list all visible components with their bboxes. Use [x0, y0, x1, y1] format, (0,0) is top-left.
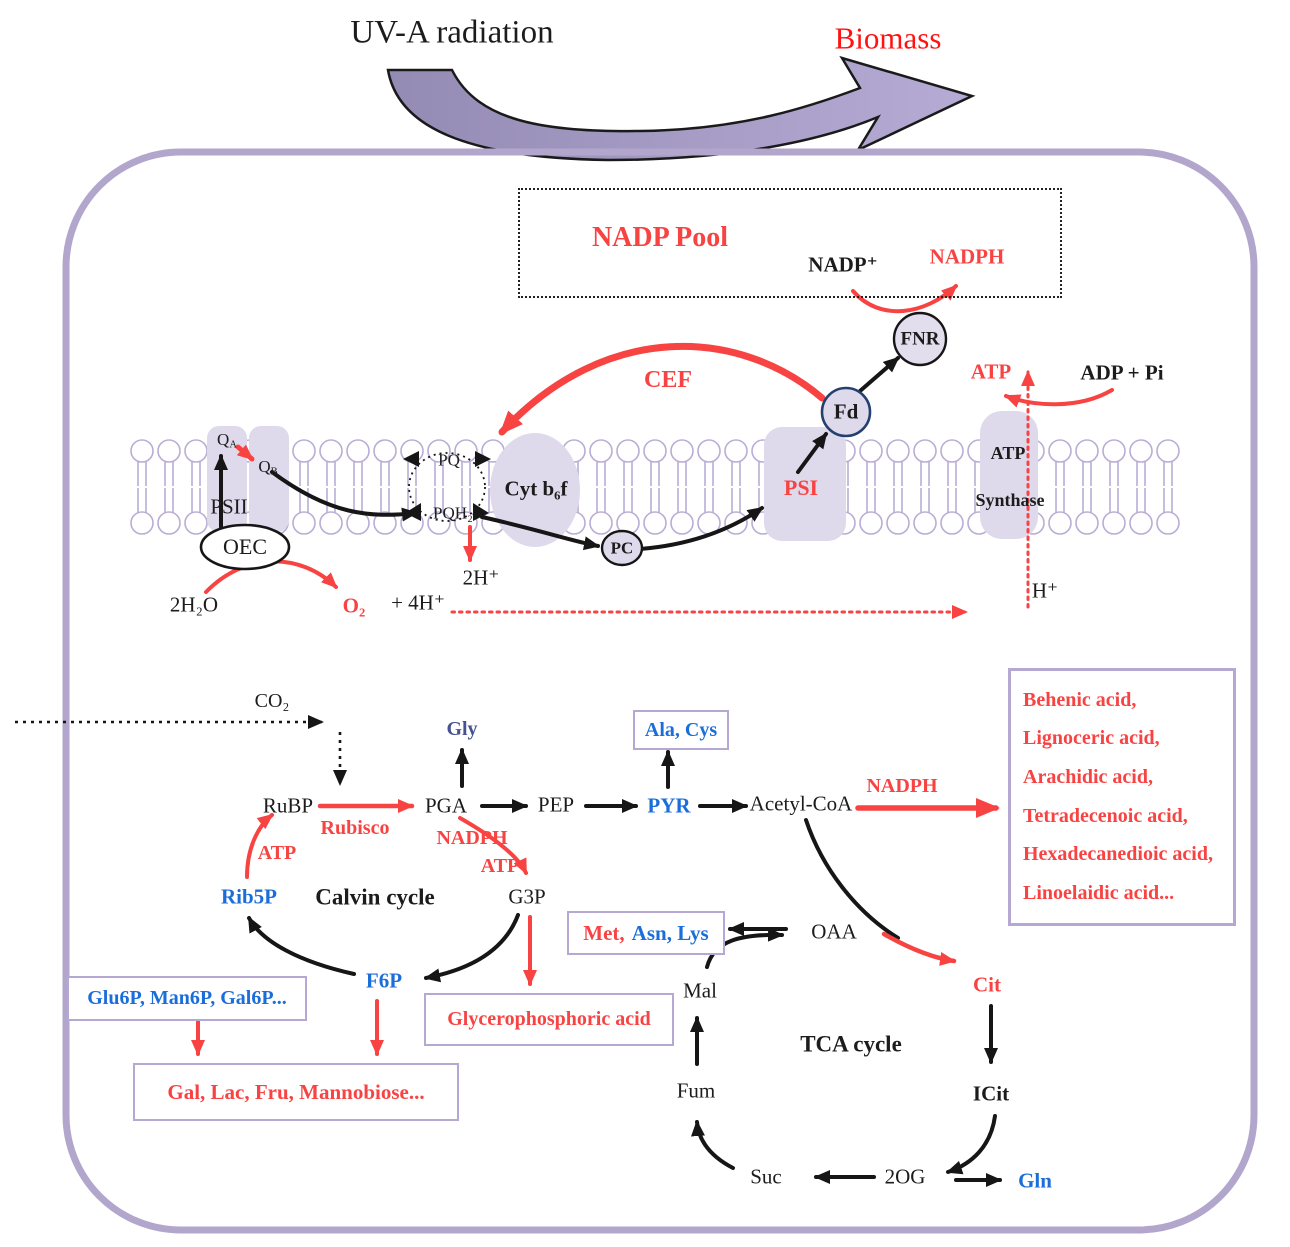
fd-to-fnr-arrow — [860, 358, 898, 391]
qa-sub: A — [229, 439, 237, 451]
uva-title: UV-A radiation — [350, 14, 554, 51]
2og-label: 2OG — [884, 1164, 926, 1189]
rubisco-label: Rubisco — [320, 817, 390, 839]
gln-label: Gln — [1018, 1168, 1052, 1193]
4h-plus-label: + 4H⁺ — [391, 590, 445, 615]
fatty-acids-box — [1008, 668, 1236, 926]
fatty-acid-item: Tetradecenoic acid, — [1023, 804, 1188, 827]
atp-synthase-label-2: Synthase — [975, 490, 1045, 510]
uva-to-biomass-swoosh-arrow — [388, 58, 972, 160]
sugars-box — [133, 1063, 459, 1121]
calvin-cycle-title: Calvin cycle — [315, 884, 435, 910]
black-arrows — [221, 358, 1000, 1180]
fatty-acid-item: Hexadecanedioic acid, — [1023, 843, 1213, 866]
icit-to-2og-arrow — [948, 1116, 995, 1172]
qb-to-pqh2-arrow — [272, 472, 416, 515]
icit-label: ICit — [972, 1081, 1010, 1106]
f6p-label: F6P — [365, 968, 403, 993]
suc-to-fum-arrow — [697, 1122, 733, 1168]
met-label: Met, — [583, 920, 625, 945]
sugars-label: Gal, Lac, Fru, Mannobiose... — [167, 1079, 425, 1104]
qb-main: Q — [258, 456, 271, 476]
g3p-to-f6p-arrow — [426, 915, 518, 978]
fd-label: Fd — [833, 399, 859, 424]
qa-label — [217, 431, 237, 451]
gly-label: Gly — [446, 718, 478, 740]
oec-label: OEC — [223, 534, 267, 559]
nadp-plus-label: NADP⁺ — [808, 252, 878, 277]
fatty-acid-item: Arachidic acid, — [1023, 766, 1153, 789]
water-label: 2H₂O — [169, 592, 219, 617]
psii-label: PSII — [210, 494, 248, 519]
atp-regen-label: ATP — [257, 842, 297, 864]
pga-label: PGA — [424, 793, 468, 818]
ala-cys-box — [633, 710, 729, 750]
atp-product-label: ATP — [970, 359, 1012, 384]
adp-pi-label: ADP + Pi — [1080, 360, 1164, 385]
pc-label: PC — [610, 538, 634, 558]
qa-main: Q — [217, 429, 230, 449]
calvin-nadph-label: NADPH — [436, 827, 508, 849]
rubp-label: RuBP — [262, 793, 314, 818]
glycerophosphoric-box — [424, 993, 674, 1046]
calvin-atp-label: ATP — [480, 855, 520, 877]
fattyacid-nadph-label: NADPH — [866, 775, 938, 797]
rib5p-label: Rib5P — [220, 884, 278, 909]
2h-plus-label: 2H⁺ — [462, 565, 500, 590]
adppi-to-atp-arrow — [1006, 390, 1112, 404]
fatty-acid-item: Lignoceric acid, — [1023, 727, 1160, 750]
atp-synthase-shape — [980, 411, 1038, 539]
f6p-to-rib5p-arrow — [249, 918, 354, 974]
psi-label: PSI — [783, 475, 819, 500]
nadp-pool-title: NADP Pool — [591, 222, 729, 253]
sugar-phosphates-label: Glu6P, Man6P, Gal6P... — [87, 987, 287, 1009]
tca-cycle-title: TCA cycle — [800, 1031, 902, 1057]
suc-label: Suc — [750, 1164, 782, 1189]
h-plus-label: H⁺ — [1031, 578, 1059, 603]
met-asn-lys-box — [567, 911, 725, 955]
o2-label: O₂ — [342, 593, 366, 618]
glycerophosphoric-label: Glycerophosphoric acid — [447, 1008, 651, 1030]
pyr-label: PYR — [647, 793, 691, 818]
pq-label: PQ — [438, 450, 460, 470]
oaa-label: OAA — [811, 919, 857, 944]
nadph-label: NADPH — [929, 244, 1005, 269]
co2-label: CO₂ — [254, 690, 290, 712]
qb-sub: B — [270, 466, 278, 478]
fum-label: Fum — [676, 1078, 716, 1103]
g3p-label: G3P — [508, 884, 546, 909]
fatty-acid-item: Linoelaidic acid... — [1023, 882, 1175, 905]
sugar-phosphates-box — [67, 976, 307, 1021]
acetyl-coa-label: Acetyl-CoA — [749, 791, 853, 816]
biomass-title: Biomass — [834, 20, 942, 56]
cytb6f-label: Cyt b₆f — [504, 476, 568, 501]
fnr-label: FNR — [900, 328, 940, 350]
fatty-acid-item: Behenic acid, — [1023, 688, 1137, 711]
pep-label: PEP — [537, 792, 575, 817]
atp-synthase-label-1: ATP — [990, 443, 1026, 463]
cef-label: CEF — [644, 367, 692, 393]
mal-label: Mal — [683, 978, 717, 1003]
asn-lys-label: Asn, Lys — [631, 920, 709, 945]
ala-cys-label: Ala, Cys — [644, 718, 718, 741]
oaa-to-cit-arrow — [884, 934, 954, 961]
cit-label: Cit — [973, 972, 1001, 997]
qb-label — [258, 458, 277, 478]
pqh2-label: PQH₂ — [433, 503, 473, 523]
